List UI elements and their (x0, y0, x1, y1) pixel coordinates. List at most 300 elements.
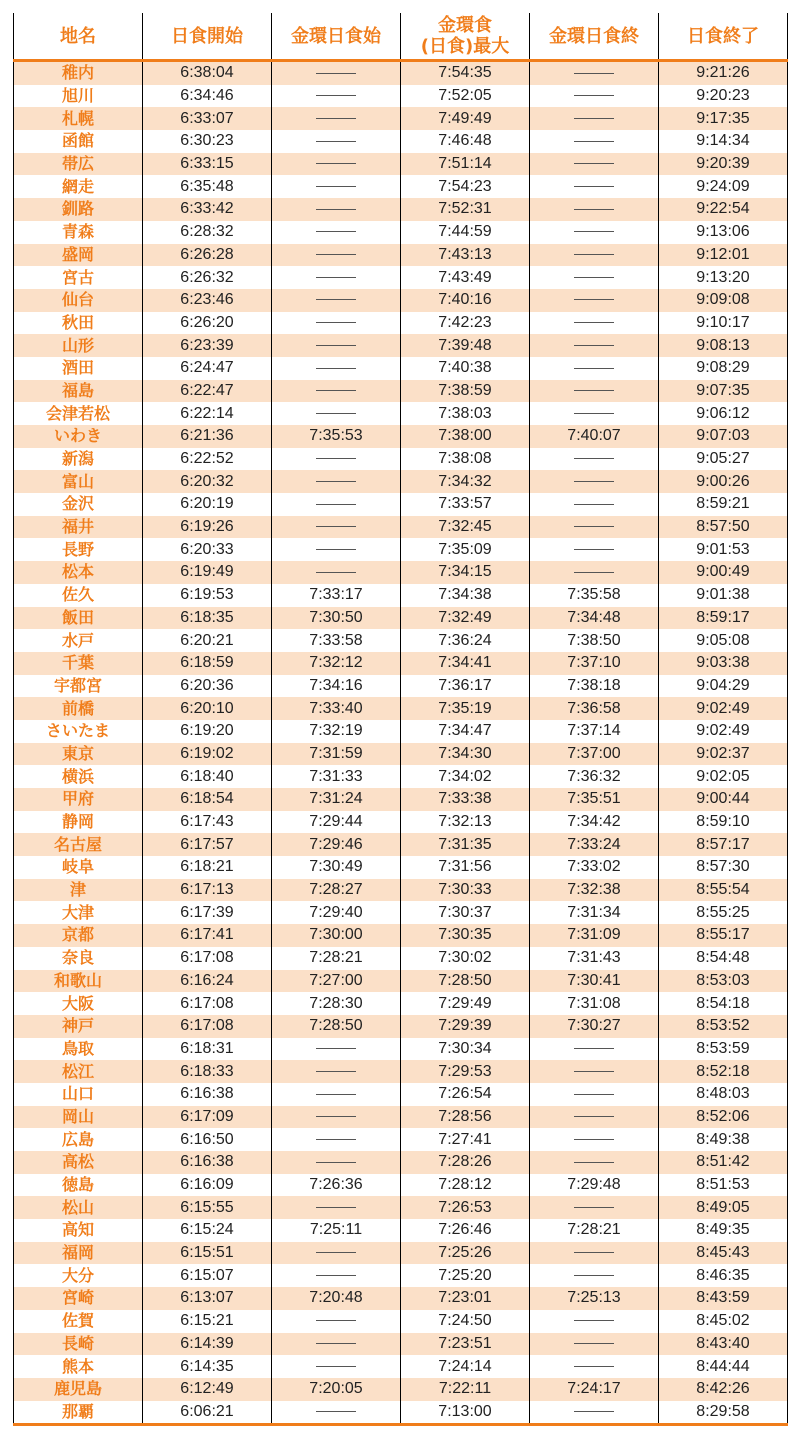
eclipse-end-cell: 8:49:05 (659, 1196, 788, 1219)
no-annular-dash (574, 549, 614, 550)
table-row (14, 402, 788, 425)
eclipse-start-cell: 6:18:31 (143, 1038, 272, 1061)
annular-start-cell: 7:30:49 (272, 856, 401, 879)
maximum-cell: 7:49:49 (401, 107, 530, 130)
location-cell: 秋田 (14, 312, 143, 335)
table-row (14, 1310, 788, 1333)
annular-end-cell (530, 357, 659, 380)
table-row (14, 175, 788, 198)
table-row (14, 425, 788, 448)
eclipse-start-cell: 6:24:47 (143, 357, 272, 380)
annular-end-cell (530, 244, 659, 267)
maximum-cell: 7:38:03 (401, 402, 530, 425)
location-cell: 旭川 (14, 85, 143, 108)
eclipse-end-cell: 9:01:53 (659, 538, 788, 561)
table-row (14, 244, 788, 267)
annular-start-cell: 7:28:30 (272, 992, 401, 1015)
eclipse-end-cell: 9:20:39 (659, 153, 788, 176)
no-annular-dash (316, 1139, 356, 1140)
no-annular-dash (316, 118, 356, 119)
eclipse-start-cell: 6:16:38 (143, 1083, 272, 1106)
no-annular-dash (574, 277, 614, 278)
no-annular-dash (316, 572, 356, 573)
eclipse-start-cell: 6:18:21 (143, 856, 272, 879)
eclipse-end-cell: 9:24:09 (659, 175, 788, 198)
annular-end-cell: 7:31:34 (530, 901, 659, 924)
location-cell: 静岡 (14, 811, 143, 834)
no-annular-dash (316, 526, 356, 527)
eclipse-start-cell: 6:18:40 (143, 765, 272, 788)
maximum-cell: 7:34:30 (401, 743, 530, 766)
table-row (14, 538, 788, 561)
eclipse-start-cell: 6:23:39 (143, 334, 272, 357)
eclipse-start-cell: 6:19:26 (143, 516, 272, 539)
annular-start-cell: 7:31:24 (272, 788, 401, 811)
table-row (14, 289, 788, 312)
annular-end-cell: 7:33:02 (530, 856, 659, 879)
maximum-cell: 7:26:54 (401, 1083, 530, 1106)
eclipse-start-cell: 6:14:35 (143, 1355, 272, 1378)
location-cell: 帯広 (14, 153, 143, 176)
no-annular-dash (574, 526, 614, 527)
eclipse-start-cell: 6:26:20 (143, 312, 272, 335)
eclipse-start-cell: 6:33:07 (143, 107, 272, 130)
eclipse-start-cell: 6:33:42 (143, 198, 272, 221)
no-annular-dash (574, 1252, 614, 1253)
location-cell: 前橋 (14, 697, 143, 720)
table-row (14, 130, 788, 153)
annular-start-cell (272, 493, 401, 516)
table-row (14, 334, 788, 357)
eclipse-start-cell: 6:20:10 (143, 697, 272, 720)
eclipse-end-cell: 9:01:38 (659, 584, 788, 607)
table-body (14, 61, 788, 1425)
no-annular-dash (574, 1139, 614, 1140)
eclipse-start-cell: 6:19:02 (143, 743, 272, 766)
eclipse-start-cell: 6:20:33 (143, 538, 272, 561)
eclipse-end-cell: 9:08:13 (659, 334, 788, 357)
location-cell: 那覇 (14, 1401, 143, 1425)
location-cell: 佐久 (14, 584, 143, 607)
annular-end-cell: 7:30:41 (530, 970, 659, 993)
eclipse-start-cell: 6:15:07 (143, 1264, 272, 1287)
eclipse-end-cell: 8:49:38 (659, 1128, 788, 1151)
annular-start-cell (272, 334, 401, 357)
annular-end-cell (530, 470, 659, 493)
eclipse-start-cell: 6:06:21 (143, 1401, 272, 1425)
location-cell: 神戸 (14, 1015, 143, 1038)
eclipse-start-cell: 6:17:39 (143, 901, 272, 924)
location-cell: 大阪 (14, 992, 143, 1015)
location-cell: 東京 (14, 743, 143, 766)
table-row (14, 924, 788, 947)
no-annular-dash (574, 118, 614, 119)
maximum-cell: 7:39:48 (401, 334, 530, 357)
maximum-cell: 7:38:59 (401, 380, 530, 403)
annular-end-cell (530, 1310, 659, 1333)
location-cell: 福井 (14, 516, 143, 539)
no-annular-dash (316, 1275, 356, 1276)
table-row (14, 61, 788, 85)
annular-end-cell: 7:38:18 (530, 675, 659, 698)
eclipse-end-cell: 8:57:50 (659, 516, 788, 539)
eclipse-end-cell: 8:43:59 (659, 1287, 788, 1310)
eclipse-start-cell: 6:16:50 (143, 1128, 272, 1151)
eclipse-end-cell: 8:55:17 (659, 924, 788, 947)
annular-start-cell (272, 538, 401, 561)
no-annular-dash (574, 345, 614, 346)
no-annular-dash (316, 322, 356, 323)
maximum-cell: 7:28:12 (401, 1174, 530, 1197)
annular-end-cell: 7:36:32 (530, 765, 659, 788)
eclipse-end-cell: 8:53:03 (659, 970, 788, 993)
annular-start-cell: 7:30:00 (272, 924, 401, 947)
annular-end-cell (530, 107, 659, 130)
no-annular-dash (574, 1162, 614, 1163)
no-annular-dash (574, 504, 614, 505)
eclipse-start-cell: 6:18:59 (143, 652, 272, 675)
no-annular-dash (574, 1411, 614, 1412)
eclipse-end-cell: 8:59:17 (659, 607, 788, 630)
table-row (14, 1355, 788, 1378)
eclipse-end-cell: 9:21:26 (659, 61, 788, 85)
location-cell: 稚内 (14, 61, 143, 85)
location-cell: 札幌 (14, 107, 143, 130)
annular-end-cell: 7:37:00 (530, 743, 659, 766)
annular-end-cell: 7:35:51 (530, 788, 659, 811)
annular-start-cell: 7:34:16 (272, 675, 401, 698)
no-annular-dash (316, 345, 356, 346)
eclipse-end-cell: 9:02:05 (659, 765, 788, 788)
annular-start-cell (272, 175, 401, 198)
table-row (14, 901, 788, 924)
annular-end-cell (530, 380, 659, 403)
table-row (14, 1174, 788, 1197)
maximum-cell: 7:28:26 (401, 1151, 530, 1174)
table-row (14, 1242, 788, 1265)
annular-start-cell (272, 221, 401, 244)
table-row (14, 516, 788, 539)
table-row (14, 1038, 788, 1061)
annular-start-cell (272, 244, 401, 267)
table-row (14, 266, 788, 289)
annular-end-cell (530, 198, 659, 221)
location-cell: 熊本 (14, 1355, 143, 1378)
location-cell: 広島 (14, 1128, 143, 1151)
location-cell: 山口 (14, 1083, 143, 1106)
annular-end-cell (530, 1401, 659, 1425)
header-text-line: 金環日食始 (291, 25, 381, 47)
annular-start-cell (272, 1333, 401, 1356)
eclipse-end-cell: 9:05:08 (659, 629, 788, 652)
no-annular-dash (574, 299, 614, 300)
location-cell: 会津若松 (14, 402, 143, 425)
no-annular-dash (574, 458, 614, 459)
location-cell: 高松 (14, 1151, 143, 1174)
eclipse-end-cell: 8:57:30 (659, 856, 788, 879)
annular-end-cell: 7:31:08 (530, 992, 659, 1015)
header-row (14, 13, 788, 61)
eclipse-start-cell: 6:33:15 (143, 153, 272, 176)
eclipse-end-cell: 8:43:40 (659, 1333, 788, 1356)
table-row (14, 584, 788, 607)
annular-start-cell (272, 1242, 401, 1265)
table-row (14, 357, 788, 380)
no-annular-dash (316, 1366, 356, 1367)
table-header (14, 13, 788, 61)
no-annular-dash (316, 1094, 356, 1095)
maximum-cell: 7:43:13 (401, 244, 530, 267)
eclipse-start-cell: 6:17:08 (143, 1015, 272, 1038)
maximum-cell: 7:34:38 (401, 584, 530, 607)
eclipse-start-cell: 6:22:52 (143, 448, 272, 471)
location-cell: 長野 (14, 538, 143, 561)
maximum-cell: 7:43:49 (401, 266, 530, 289)
no-annular-dash (316, 1411, 356, 1412)
eclipse-start-cell: 6:18:33 (143, 1060, 272, 1083)
no-annular-dash (316, 277, 356, 278)
table-row (14, 833, 788, 856)
no-annular-dash (316, 1071, 356, 1072)
no-annular-dash (574, 163, 614, 164)
annular-end-cell (530, 175, 659, 198)
maximum-cell: 7:26:46 (401, 1219, 530, 1242)
eclipse-end-cell: 9:17:35 (659, 107, 788, 130)
location-cell: 新潟 (14, 448, 143, 471)
no-annular-dash (316, 549, 356, 550)
eclipse-end-cell: 8:48:03 (659, 1083, 788, 1106)
table-row (14, 153, 788, 176)
no-annular-dash (316, 413, 356, 414)
maximum-cell: 7:28:50 (401, 970, 530, 993)
annular-start-cell: 7:20:05 (272, 1378, 401, 1401)
annular-start-cell: 7:30:50 (272, 607, 401, 630)
eclipse-start-cell: 6:19:53 (143, 584, 272, 607)
maximum-cell: 7:40:16 (401, 289, 530, 312)
location-cell: 函館 (14, 130, 143, 153)
location-cell: 仙台 (14, 289, 143, 312)
maximum-cell: 7:44:59 (401, 221, 530, 244)
eclipse-end-cell: 8:57:17 (659, 833, 788, 856)
eclipse-start-cell: 6:17:13 (143, 879, 272, 902)
table-row (14, 1151, 788, 1174)
location-cell: 松江 (14, 1060, 143, 1083)
location-cell: 岡山 (14, 1106, 143, 1129)
maximum-cell: 7:30:37 (401, 901, 530, 924)
annular-start-cell: 7:29:44 (272, 811, 401, 834)
header-text-line: 金環食 (438, 15, 492, 36)
annular-start-cell (272, 380, 401, 403)
eclipse-start-cell: 6:22:14 (143, 402, 272, 425)
location-cell: 福島 (14, 380, 143, 403)
no-annular-dash (574, 390, 614, 391)
eclipse-start-cell: 6:16:38 (143, 1151, 272, 1174)
table-row (14, 1060, 788, 1083)
annular-start-cell: 7:33:40 (272, 697, 401, 720)
maximum-cell: 7:52:31 (401, 198, 530, 221)
table-row (14, 493, 788, 516)
annular-end-cell (530, 61, 659, 85)
eclipse-end-cell: 9:00:44 (659, 788, 788, 811)
eclipse-start-cell: 6:12:49 (143, 1378, 272, 1401)
location-cell: 鳥取 (14, 1038, 143, 1061)
table-row (14, 743, 788, 766)
eclipse-start-cell: 6:34:46 (143, 85, 272, 108)
eclipse-end-cell: 9:14:34 (659, 130, 788, 153)
location-cell: 鹿児島 (14, 1378, 143, 1401)
annular-start-cell: 7:28:27 (272, 879, 401, 902)
annular-end-cell: 7:34:48 (530, 607, 659, 630)
eclipse-start-cell: 6:17:09 (143, 1106, 272, 1129)
eclipse-end-cell: 9:09:08 (659, 289, 788, 312)
no-annular-dash (574, 1071, 614, 1072)
location-cell: 宇都宮 (14, 675, 143, 698)
eclipse-end-cell: 8:59:10 (659, 811, 788, 834)
header-location (14, 13, 143, 61)
table-row (14, 312, 788, 335)
maximum-cell: 7:35:19 (401, 697, 530, 720)
maximum-cell: 7:25:26 (401, 1242, 530, 1265)
eclipse-end-cell: 8:53:52 (659, 1015, 788, 1038)
annular-end-cell: 7:31:09 (530, 924, 659, 947)
annular-start-cell (272, 1128, 401, 1151)
table-row (14, 1264, 788, 1287)
annular-start-cell (272, 516, 401, 539)
location-cell: 松本 (14, 561, 143, 584)
table-row (14, 1287, 788, 1310)
no-annular-dash (316, 458, 356, 459)
table-row (14, 1128, 788, 1151)
header-annular-end (530, 13, 659, 61)
header-text-line: (日食)最大 (420, 36, 510, 57)
maximum-cell: 7:22:11 (401, 1378, 530, 1401)
eclipse-start-cell: 6:35:48 (143, 175, 272, 198)
annular-end-cell (530, 1151, 659, 1174)
annular-start-cell: 7:33:17 (272, 584, 401, 607)
annular-end-cell: 7:25:13 (530, 1287, 659, 1310)
annular-start-cell: 7:32:12 (272, 652, 401, 675)
maximum-cell: 7:29:39 (401, 1015, 530, 1038)
eclipse-end-cell: 9:20:23 (659, 85, 788, 108)
annular-end-cell: 7:31:43 (530, 947, 659, 970)
eclipse-start-cell: 6:17:43 (143, 811, 272, 834)
location-cell: 佐賀 (14, 1310, 143, 1333)
eclipse-start-cell: 6:18:35 (143, 607, 272, 630)
maximum-cell: 7:36:24 (401, 629, 530, 652)
maximum-cell: 7:27:41 (401, 1128, 530, 1151)
annular-end-cell: 7:32:38 (530, 879, 659, 902)
no-annular-dash (574, 322, 614, 323)
maximum-cell: 7:34:41 (401, 652, 530, 675)
table-row (14, 765, 788, 788)
annular-end-cell (530, 312, 659, 335)
annular-start-cell (272, 470, 401, 493)
eclipse-end-cell: 9:04:29 (659, 675, 788, 698)
eclipse-end-cell: 9:13:06 (659, 221, 788, 244)
annular-end-cell (530, 1333, 659, 1356)
annular-end-cell (530, 1242, 659, 1265)
annular-start-cell: 7:27:00 (272, 970, 401, 993)
annular-end-cell (530, 448, 659, 471)
no-annular-dash (316, 299, 356, 300)
no-annular-dash (316, 163, 356, 164)
eclipse-end-cell: 8:29:58 (659, 1401, 788, 1425)
eclipse-end-cell: 9:02:49 (659, 697, 788, 720)
annular-start-cell: 7:29:46 (272, 833, 401, 856)
eclipse-start-cell: 6:38:04 (143, 61, 272, 85)
annular-end-cell (530, 266, 659, 289)
maximum-cell: 7:25:20 (401, 1264, 530, 1287)
eclipse-start-cell: 6:19:49 (143, 561, 272, 584)
no-annular-dash (316, 1116, 356, 1117)
annular-start-cell (272, 107, 401, 130)
table-row (14, 697, 788, 720)
maximum-cell: 7:24:14 (401, 1355, 530, 1378)
eclipse-start-cell: 6:13:07 (143, 1287, 272, 1310)
eclipse-start-cell: 6:20:36 (143, 675, 272, 698)
maximum-cell: 7:30:02 (401, 947, 530, 970)
annular-end-cell: 7:36:58 (530, 697, 659, 720)
eclipse-start-cell: 6:30:23 (143, 130, 272, 153)
eclipse-start-cell: 6:16:09 (143, 1174, 272, 1197)
no-annular-dash (574, 1366, 614, 1367)
no-annular-dash (316, 231, 356, 232)
maximum-cell: 7:46:48 (401, 130, 530, 153)
no-annular-dash (316, 1207, 356, 1208)
annular-start-cell (272, 1310, 401, 1333)
annular-start-cell (272, 289, 401, 312)
annular-start-cell: 7:33:58 (272, 629, 401, 652)
annular-end-cell (530, 1128, 659, 1151)
annular-end-cell: 7:24:17 (530, 1378, 659, 1401)
maximum-cell: 7:31:56 (401, 856, 530, 879)
table-row (14, 992, 788, 1015)
no-annular-dash (316, 1162, 356, 1163)
maximum-cell: 7:54:23 (401, 175, 530, 198)
header-text-line: 金環日食終 (549, 25, 639, 47)
location-cell: 山形 (14, 334, 143, 357)
annular-start-cell: 7:20:48 (272, 1287, 401, 1310)
no-annular-dash (574, 1320, 614, 1321)
annular-start-cell: 7:25:11 (272, 1219, 401, 1242)
no-annular-dash (574, 1116, 614, 1117)
maximum-cell: 7:32:13 (401, 811, 530, 834)
eclipse-times-table (13, 13, 788, 1426)
annular-start-cell (272, 312, 401, 335)
no-annular-dash (316, 1252, 356, 1253)
location-cell: 大津 (14, 901, 143, 924)
table-row (14, 1196, 788, 1219)
table-row (14, 879, 788, 902)
annular-start-cell: 7:28:21 (272, 947, 401, 970)
no-annular-dash (574, 231, 614, 232)
annular-end-cell (530, 493, 659, 516)
eclipse-end-cell: 8:44:44 (659, 1355, 788, 1378)
location-cell: 高知 (14, 1219, 143, 1242)
annular-start-cell: 7:31:33 (272, 765, 401, 788)
eclipse-end-cell: 8:54:48 (659, 947, 788, 970)
eclipse-start-cell: 6:26:28 (143, 244, 272, 267)
eclipse-start-cell: 6:16:24 (143, 970, 272, 993)
maximum-cell: 7:33:57 (401, 493, 530, 516)
header-maximum (401, 13, 530, 61)
eclipse-end-cell: 8:46:35 (659, 1264, 788, 1287)
table-row (14, 1401, 788, 1425)
eclipse-end-cell: 9:02:49 (659, 720, 788, 743)
maximum-cell: 7:35:09 (401, 538, 530, 561)
eclipse-end-cell: 8:42:26 (659, 1378, 788, 1401)
annular-end-cell (530, 1264, 659, 1287)
